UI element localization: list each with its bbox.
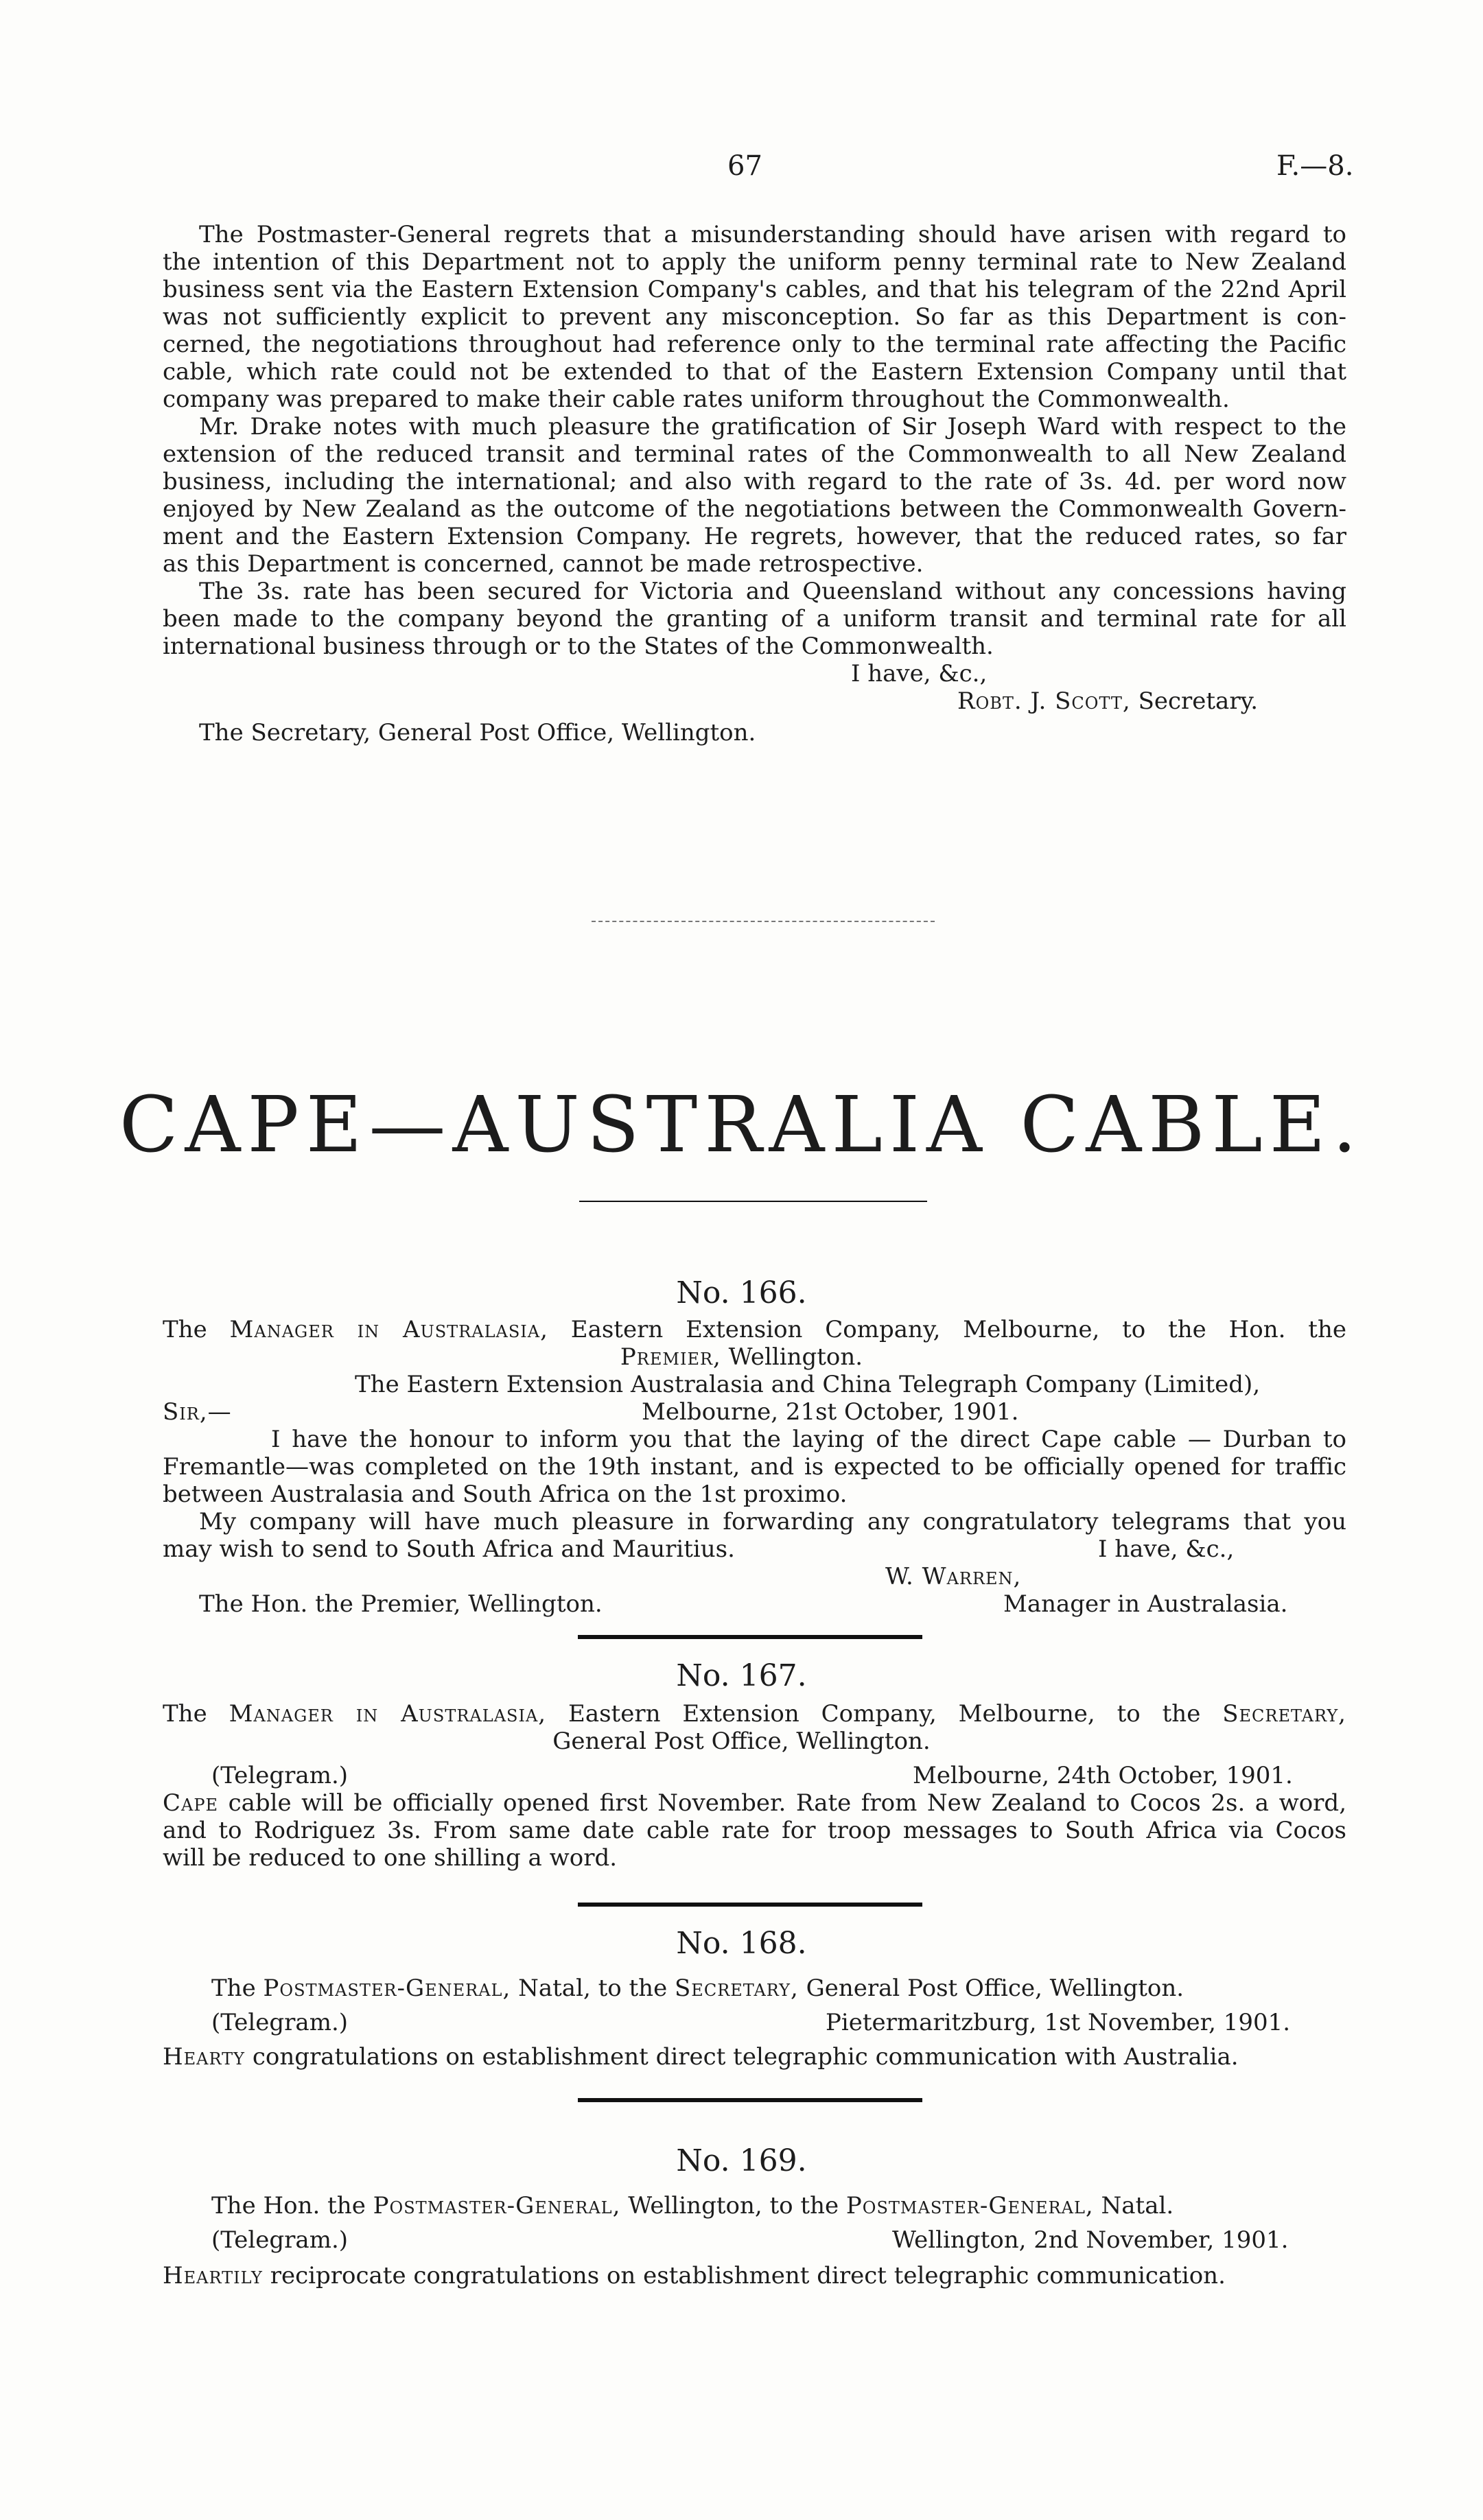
letter1-p2-line5: ment and the Eastern Extension Company. He regrets, however, that the reduced rates, so far — [163, 523, 1346, 550]
no169-place-date: Wellington, 2nd November, 1901. — [892, 2226, 1289, 2254]
letter1-p2-line4: enjoyed by New Zealand as the outcome of the negotiations between the Commonwealth Govern- — [163, 495, 1346, 523]
letter1-p3-line1: The 3s. rate has been secured for Victoria and Queensland without any concessions having — [199, 578, 1346, 605]
no167-place-date: Melbourne, 24th October, 1901. — [913, 1762, 1293, 1789]
document-reference: F.—8. — [1276, 150, 1354, 182]
no166-signature-title: Manager in Australasia. — [1003, 1590, 1288, 1618]
no166-sender-org: The Eastern Extension Australasia and China Telegraph Company (Limited), — [355, 1371, 1261, 1398]
no167-heading: No. 167. — [676, 1658, 807, 1693]
letter1-closing: I have, &c., — [851, 660, 988, 687]
letter1-addressee: The Secretary, General Post Office, Wellington. — [199, 719, 756, 746]
no167-from-line: The Manager in Australasia, Eastern Extension Company, Melbourne, to the Secretary, — [163, 1700, 1346, 1728]
letter1-signature-title: Secretary. — [1138, 687, 1259, 715]
no166-signature: W. Warren, — [885, 1563, 1022, 1590]
no167-body-line1: Cape cable will be officially opened first November. Rate from New Zealand to Cocos 2s. a word, — [163, 1789, 1347, 1817]
no166-body-line1: I have the honour to inform you that the laying of the direct Cape cable — Durban to — [271, 1426, 1346, 1453]
no166-body-line4: My company will have much pleasure in forwarding any congratulatory telegrams that you — [199, 1508, 1346, 1535]
no166-body-line5: may wish to send to South Africa and Mauritius. — [163, 1535, 735, 1563]
no169-from-line: The Hon. the Postmaster-General, Wellington, to the Postmaster-General, Natal. — [211, 2192, 1174, 2219]
letter1-signature-name: Robt. J. Scott, — [957, 687, 1131, 715]
no168-heading: No. 168. — [676, 1926, 807, 1961]
no168-body: Hearty congratulations on establishment direct telegraphic communication with Australia. — [163, 2043, 1239, 2071]
letter1-p1-line7: company was prepared to make their cable rates uniform throughout the Commonwealth. — [163, 386, 1230, 413]
no166-place-date: Melbourne, 21st October, 1901. — [642, 1398, 1019, 1426]
no166-salutation: Sir,— — [163, 1398, 232, 1426]
letter1-p3-line3: international business through or to the States of the Commonwealth. — [163, 633, 994, 660]
no168-place-date: Pietermaritzburg, 1st November, 1901. — [826, 2009, 1291, 2036]
letter1-p1-line4: was not sufficiently explicit to prevent any misconception. So far as this Department is con- — [163, 303, 1346, 331]
letter1-p2-line3: business, including the international; and also with regard to the rate of 3s. 4d. per word now — [163, 468, 1346, 495]
letter1-p1-line2: the intention of this Department not to apply the uniform penny terminal rate to New Zealand — [163, 248, 1346, 276]
letter1-p2-line6: as this Department is concerned, cannot be made retrospective. — [163, 550, 924, 578]
section-title: CAPE—AUSTRALIA CABLE. — [119, 1081, 1364, 1170]
separator-168-169 — [578, 2098, 922, 2102]
no167-line2: General Post Office, Wellington. — [552, 1728, 931, 1755]
letter1-p1-line6: cable, which rate could not be extended to that of the Eastern Extension Company until that — [163, 358, 1346, 386]
no169-heading: No. 169. — [676, 2143, 807, 2178]
no166-addressee: The Hon. the Premier, Wellington. — [199, 1590, 603, 1618]
no169-type: (Telegram.) — [211, 2226, 349, 2254]
no166-to-line: Premier, Wellington. — [620, 1343, 863, 1371]
letter1-p2-line2: extension of the reduced transit and terminal rates of the Commonwealth to all New Zealand — [163, 440, 1346, 468]
no166-body-line3: between Australasia and South Africa on the 1st proximo. — [163, 1481, 848, 1508]
letter1-p2-line1: Mr. Drake notes with much pleasure the gratification of Sir Joseph Ward with respect to the — [199, 413, 1346, 440]
no167-type: (Telegram.) — [211, 1762, 349, 1789]
page-number: 67 — [727, 150, 762, 182]
letter1-signature — [957, 687, 1258, 715]
no169-body: Heartily reciprocate congratulations on establishment direct telegraphic communication. — [163, 2262, 1226, 2289]
separator-167-168 — [578, 1903, 922, 1907]
letter1-p1-line3: business sent via the Eastern Extension Company's cables, and that his telegram of the 22nd April — [163, 276, 1346, 303]
title-underline — [579, 1201, 927, 1202]
section-separator — [592, 921, 935, 922]
no166-body-line2: Fremantle—was completed on the 19th instant, and is expected to be officially opened for traffic — [163, 1453, 1346, 1481]
no166-from-line: The Manager in Australasia, Eastern Extension Company, Melbourne, to the Hon. the — [163, 1316, 1346, 1343]
no167-body-line2: and to Rodriguez 3s. From same date cable rate for troop messages to South Africa via Cocos — [163, 1817, 1346, 1844]
no168-from-line: The Postmaster-General, Natal, to the Secretary, General Post Office, Wellington. — [211, 1975, 1184, 2002]
letter1-p3-line2: been made to the company beyond the granting of a uniform transit and terminal rate for all — [163, 605, 1346, 633]
no167-body-line3: will be reduced to one shilling a word. — [163, 1844, 618, 1872]
letter1-p1-line1: The Postmaster-General regrets that a misunderstanding should have arisen with regard to — [199, 221, 1346, 248]
letter1-p1-line5: cerned, the negotiations throughout had reference only to the terminal rate affecting the Pacific — [163, 331, 1346, 358]
no166-closing: I have, &c., — [1098, 1535, 1235, 1563]
separator-166-167 — [578, 1635, 922, 1639]
no168-type: (Telegram.) — [211, 2009, 349, 2036]
no166-heading: No. 166. — [676, 1275, 807, 1310]
